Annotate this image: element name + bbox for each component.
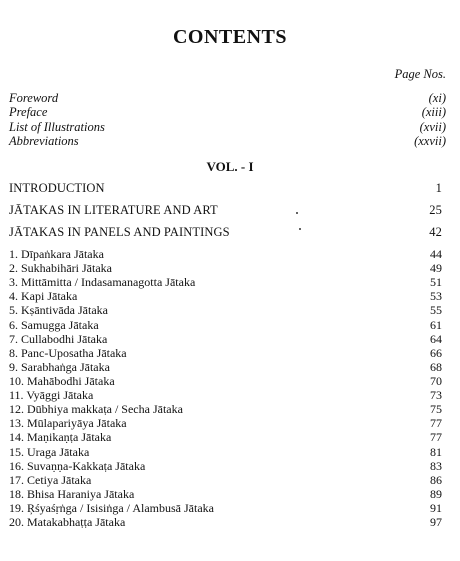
list-item [9,303,442,317]
list-item [9,430,442,444]
entry-page: 68 [430,359,442,374]
entry-label: 1. Dīpaṅkara Jātaka [9,247,104,261]
list-item [9,275,442,289]
entry-label: 9. Sarabhaṅga Jātaka [9,359,110,374]
entry-page: 81 [430,444,442,459]
entry-page: (xiii) [421,105,446,120]
list-item [9,318,442,332]
entry-label: 15. Uraga Jātaka [9,444,90,459]
entry-page: 97 [430,515,442,530]
section-row [9,181,442,196]
front-matter-row [9,105,446,119]
front-matter-row [9,134,446,148]
list-item [9,473,442,487]
speck-mark [299,228,301,230]
list-item [9,360,442,374]
front-matter-row [9,120,446,134]
list-item [9,487,442,501]
section-label: INTRODUCTION [9,181,105,195]
list-item [9,247,442,261]
entry-label: Foreword [9,91,59,105]
entry-page: 70 [430,373,442,388]
entry-label: 19. Ŗśyaśṛṅga / Isisiṅga / Alambusā Jātaka [9,500,214,515]
entry-page: (xxvii) [414,133,446,148]
entry-page: 44 [430,247,442,261]
entry-label: 14. Maṇikaṇṭa Jātaka [9,430,112,445]
section-page: 1 [435,181,442,195]
speck-mark [296,212,298,214]
list-item [9,402,442,416]
page-numbers-heading: Page Nos. [394,67,446,81]
list-item [9,289,442,303]
page-title: CONTENTS [172,26,288,48]
entry-label: 5. Kṣāntivāda Jātaka [9,303,108,318]
entry-label: Abbreviations [9,133,79,148]
entry-label: 17. Cetiya Jātaka [9,472,92,487]
entry-label: 2. Sukhabihāri Jātaka [9,261,112,276]
list-item [9,346,442,360]
entry-label: 10. Mahābodhi Jātaka [9,373,115,388]
section-row [9,203,442,218]
entry-label: Preface [9,105,48,120]
entry-page: 73 [430,388,442,403]
list-item [9,388,442,402]
entry-label: 3. Mittāmitta / Indasamanagotta Jātaka [9,275,196,290]
list-item [9,374,442,388]
entry-page: (xi) [428,91,446,105]
entry-page: 83 [430,458,442,473]
section-label: JĀTAKAS IN LITERATURE AND ART [9,203,218,217]
entry-page: 66 [430,345,442,360]
front-matter-list [9,91,446,148]
entry-label: 20. Matakabhaṭṭa Jātaka [9,515,126,530]
entry-page: 49 [430,261,442,276]
entry-page: 77 [430,416,442,431]
entry-page: 53 [430,289,442,304]
entry-page: 55 [430,303,442,318]
list-item [9,515,442,529]
list-item [9,416,442,430]
list-item [9,261,442,275]
list-item [9,501,442,515]
entry-label: 11. Vyāggi Jātaka [9,388,94,403]
list-item [9,445,442,459]
entry-page: 51 [430,275,442,290]
entry-page: 64 [430,331,442,346]
entry-page: 75 [430,402,442,417]
entry-label: 16. Suvaṇṇa-Kakkaṭa Jātaka [9,458,146,473]
front-matter-row [9,91,446,105]
entry-page: 61 [430,317,442,332]
entry-label: 7. Cullabodhi Jātaka [9,331,108,346]
entry-page: 86 [430,472,442,487]
entry-label: 18. Bhisa Haraniya Jātaka [9,486,135,501]
entry-label: 4. Kapi Jātaka [9,289,78,304]
section-row [9,225,442,240]
section-page: 42 [429,225,442,239]
entry-page: 89 [430,486,442,501]
entry-page: (xvii) [419,119,446,134]
entry-label: 12. Dūbhiya makkaṭa / Secha Jātaka [9,402,183,417]
list-item [9,332,442,346]
section-page: 25 [429,203,442,217]
entry-label: 8. Panc-Uposatha Jātaka [9,345,127,360]
entry-page: 77 [430,430,442,445]
section-label: JĀTAKAS IN PANELS AND PAINTINGS [9,225,230,239]
entry-label: 13. Mūlapariyāya Jātaka [9,416,127,431]
entry-label: List of Illustrations [9,119,105,134]
entry-label: 6. Samugga Jātaka [9,317,99,332]
volume-heading: VOL. - I [206,159,254,174]
list-item [9,459,442,473]
jataka-list [9,247,442,529]
entry-page: 91 [430,500,442,515]
